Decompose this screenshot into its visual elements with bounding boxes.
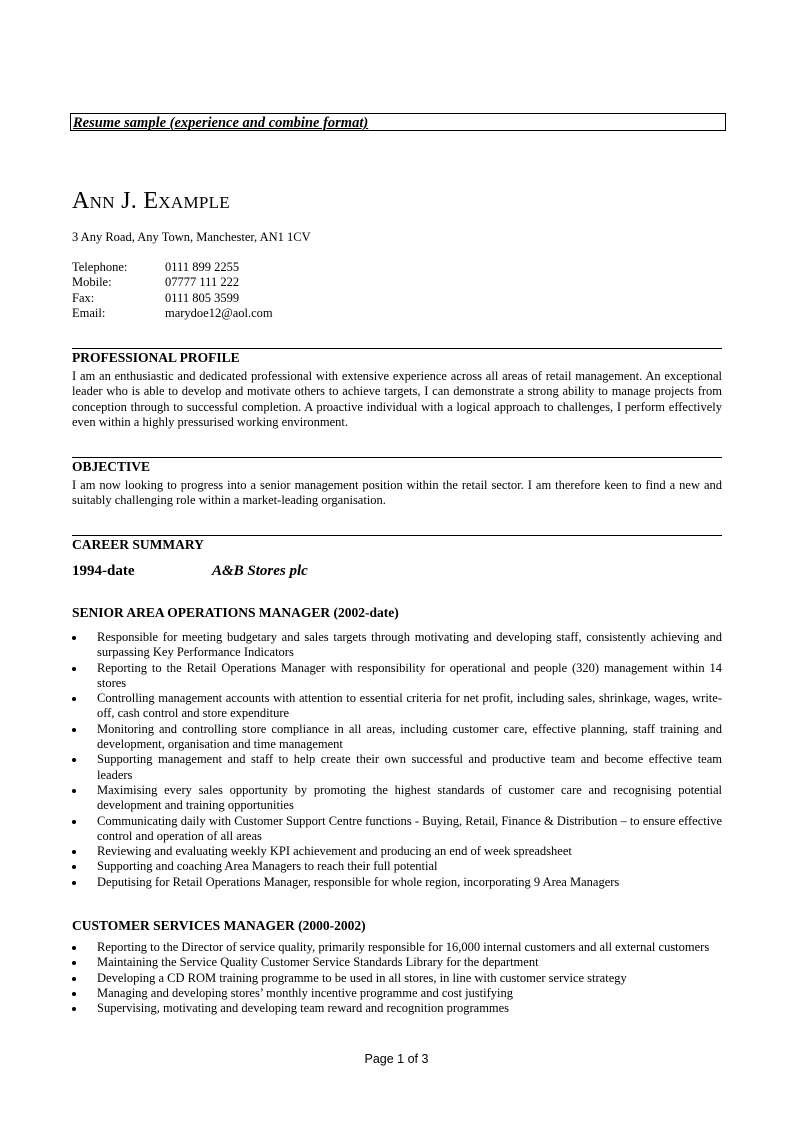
- bullet-icon: [72, 977, 76, 981]
- profile-text: I am an enthusiastic and dedicated professional with extensive experience across all areas of retail management. An exceptional leader who is able to develop and motivate others to achieve targets, I can demonstrate a strong ability to manage projects from conception through to successful completion. A proactive individual with a logical approach to challenges, I perform effectively even within a highly pressurised working environment.: [72, 369, 722, 429]
- role-duties-list: [72, 630, 722, 890]
- candidate-address: 3 Any Road, Any Town, Manchester, AN1 1CV: [72, 230, 311, 244]
- list-item: [72, 691, 722, 722]
- bullet-icon: [72, 758, 76, 762]
- list-item-text: Controlling management accounts with attention to essential criteria for net profit, including sales, shrinkage, wages, write-off, cash control and store expenditure: [97, 691, 722, 721]
- list-item-text: Maintaining the Service Quality Customer Service Standards Library for the department: [97, 955, 539, 970]
- list-item-text: Responsible for meeting budgetary and sales targets through motivating and developing staff, consistently achieving and surpassing Key Performance Indicators: [97, 630, 722, 660]
- list-item: [72, 1001, 722, 1016]
- bullet-icon: [72, 789, 76, 793]
- list-item: [72, 814, 722, 845]
- list-item-text: Reviewing and evaluating weekly KPI achievement and producing an end of week spreadsheet: [97, 844, 572, 859]
- list-item-text: Reporting to the Director of service quality, primarily responsible for 16,000 internal customers and all external customers: [97, 940, 710, 954]
- list-item: [72, 971, 722, 986]
- bullet-icon: [72, 697, 76, 701]
- bullet-icon: [72, 820, 76, 824]
- list-item-text: Supporting management and staff to help create their own successful and productive team and become effective team leaders: [97, 752, 722, 782]
- employment-period: 1994-date: [72, 563, 135, 579]
- contact-label: Email:: [72, 305, 106, 320]
- career-summary-heading: CAREER SUMMARY: [72, 535, 722, 553]
- bullet-icon: [72, 961, 76, 965]
- bullet-icon: [72, 881, 76, 885]
- list-item: [72, 661, 722, 692]
- list-item: [72, 875, 722, 890]
- employer-name: A&B Stores plc: [212, 563, 308, 579]
- list-item: [72, 859, 722, 874]
- bullet-icon: [72, 728, 76, 732]
- bullet-icon: [72, 1007, 76, 1011]
- list-item: [72, 940, 722, 955]
- contact-fax: [72, 291, 273, 306]
- role-title: SENIOR AREA OPERATIONS MANAGER (2002-date): [72, 605, 399, 620]
- contact-telephone: [72, 260, 273, 275]
- contact-details: [72, 260, 273, 321]
- list-item-text: Deputising for Retail Operations Manager, responsible for whole region, incorporating 9 Area Managers: [97, 874, 620, 889]
- contact-value: marydoe12@aol.com: [165, 305, 273, 320]
- document-title: Resume sample (experience and combine format): [73, 115, 369, 131]
- contact-value: 07777 111 222: [165, 275, 240, 290]
- bullet-icon: [72, 636, 76, 640]
- list-item-text: Reporting to the Retail Operations Manager with responsibility for operational and people (320) management within 14 stores: [97, 660, 722, 690]
- contact-email: [72, 306, 273, 321]
- role-duties-list: [72, 940, 722, 1016]
- profile-heading: PROFESSIONAL PROFILE: [72, 348, 722, 366]
- bullet-icon: [72, 992, 76, 996]
- list-item-text: Maximising every sales opportunity by promoting the highest standards of customer care and recognising potential development and training opportunities: [97, 782, 722, 813]
- bullet-icon: [72, 850, 76, 854]
- list-item-text: Supervising, motivating and developing team reward and recognition programmes: [97, 1001, 510, 1016]
- objective-heading: OBJECTIVE: [72, 457, 722, 475]
- bullet-icon: [72, 946, 76, 950]
- contact-label: Fax:: [72, 290, 95, 305]
- list-item: [72, 722, 722, 753]
- list-item-text: Monitoring and controlling store compliance in all areas, including customer care, effective planning, staff training and development, organisation and time management: [97, 721, 722, 752]
- objective-text: I am now looking to progress into a senior management position within the retail sector. I am therefore keen to find a new and suitably challenging role within a market-leading organisation.: [72, 478, 722, 508]
- contact-mobile: [72, 275, 273, 290]
- bullet-icon: [72, 667, 76, 671]
- contact-value: 0111 805 3599: [165, 290, 240, 305]
- list-item-text: Managing and developing stores’ monthly incentive programme and cost justifying: [97, 985, 513, 1000]
- bullet-icon: [72, 865, 76, 869]
- list-item: [72, 955, 722, 970]
- list-item: [72, 752, 722, 783]
- candidate-name: Ann J. Example: [72, 188, 230, 214]
- list-item-text: Communicating daily with Customer Support Centre functions - Buying, Retail, Finance & Distribution – to ensure effective control and operation of all areas: [97, 813, 722, 843]
- role-title: CUSTOMER SERVICES MANAGER (2000-2002): [72, 918, 366, 933]
- contact-value: 0111 899 2255: [165, 260, 240, 274]
- list-item: [72, 630, 722, 661]
- page-number: Page 1 of 3: [364, 1052, 429, 1066]
- list-item-text: Supporting and coaching Area Managers to reach their full potential: [97, 859, 438, 874]
- document-title-box: [70, 113, 726, 131]
- list-item: [72, 844, 722, 859]
- list-item-text: Developing a CD ROM training programme to be used in all stores, in line with customer service strategy: [97, 970, 627, 985]
- list-item: [72, 986, 722, 1001]
- list-item: [72, 783, 722, 814]
- contact-label: Telephone:: [72, 260, 128, 274]
- contact-label: Mobile:: [72, 275, 112, 290]
- employer-line: [72, 563, 308, 580]
